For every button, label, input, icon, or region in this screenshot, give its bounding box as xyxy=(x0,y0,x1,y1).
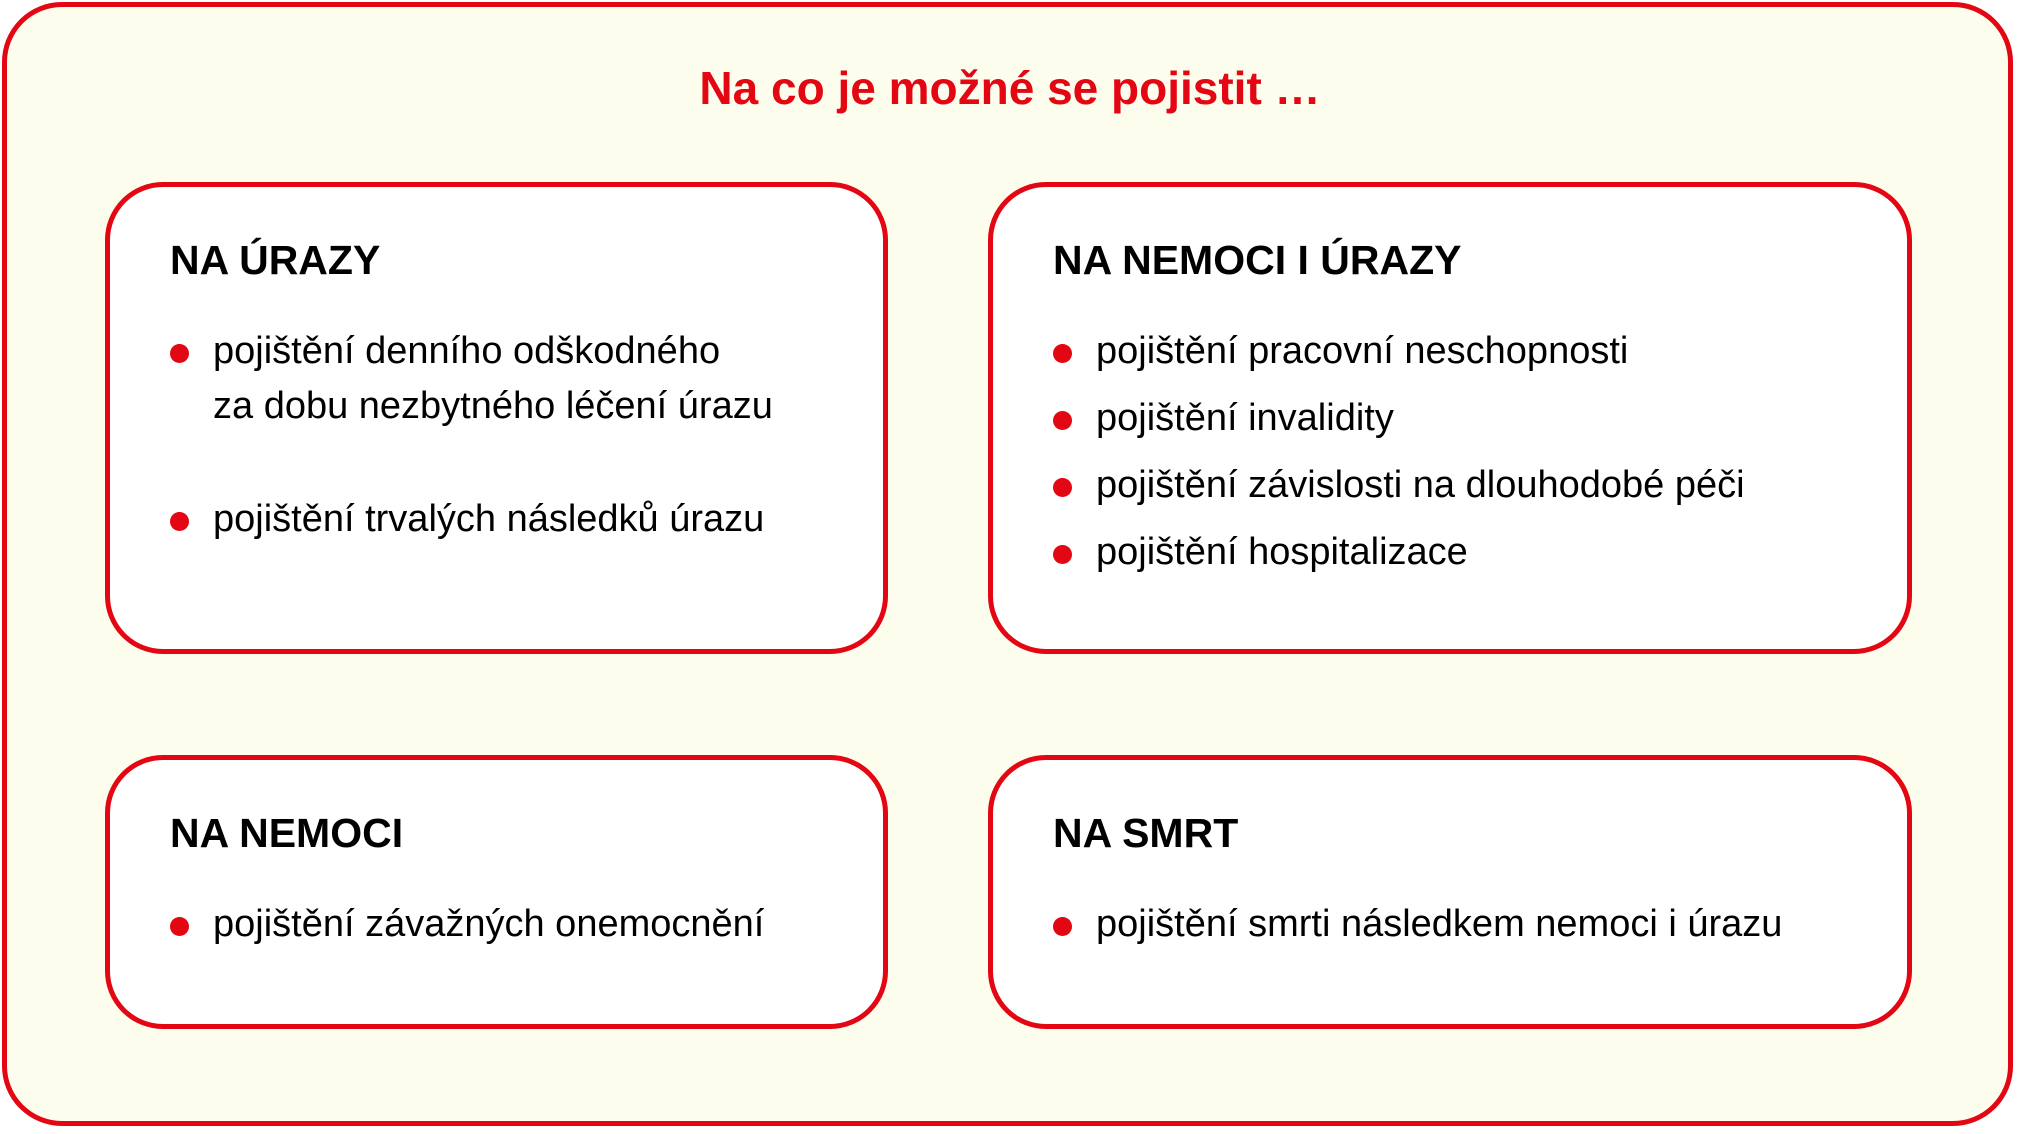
item-text: pojištění závislosti na dlouhodobé péči xyxy=(1096,464,1745,506)
diagram-title: Na co je možné se pojistit … xyxy=(699,62,1321,114)
card-nemoci xyxy=(105,755,888,1029)
red-dot-icon xyxy=(170,917,189,936)
item-text: pojištění invalidity xyxy=(1096,397,1394,439)
list-item xyxy=(170,324,773,434)
card-heading: NA SMRT xyxy=(1053,810,1239,856)
red-dot-icon xyxy=(1053,478,1072,497)
card-heading: NA NEMOCI I ÚRAZY xyxy=(1053,237,1462,283)
list-item xyxy=(170,897,764,952)
list-item xyxy=(1053,391,1394,446)
red-dot-icon xyxy=(170,512,189,531)
item-text: pojištění hospitalizace xyxy=(1096,531,1468,573)
red-dot-icon xyxy=(1053,917,1072,936)
item-text: pojištění denního odškodného xyxy=(213,330,721,372)
list-item xyxy=(1053,324,1628,379)
item-text: za dobu nezbytného léčení úrazu xyxy=(213,385,773,427)
red-dot-icon xyxy=(1053,411,1072,430)
card-heading: NA ÚRAZY xyxy=(170,237,381,283)
card-heading: NA NEMOCI xyxy=(170,810,404,856)
red-dot-icon xyxy=(170,344,189,363)
list-item xyxy=(1053,525,1468,580)
item-text: pojištění závažných onemocnění xyxy=(213,903,765,945)
item-text: pojištění pracovní neschopnosti xyxy=(1096,330,1629,372)
item-text: pojištění trvalých následků úrazu xyxy=(213,498,765,540)
list-item xyxy=(1053,897,1782,952)
list-item xyxy=(170,492,764,547)
card-smrt xyxy=(988,755,1912,1029)
red-dot-icon xyxy=(1053,344,1072,363)
red-dot-icon xyxy=(1053,545,1072,564)
list-item xyxy=(1053,458,1745,513)
card-nemoci-urazy xyxy=(988,182,1912,654)
card-urazy xyxy=(105,182,888,654)
item-text: pojištění smrti následkem nemoci i úrazu xyxy=(1096,903,1783,945)
